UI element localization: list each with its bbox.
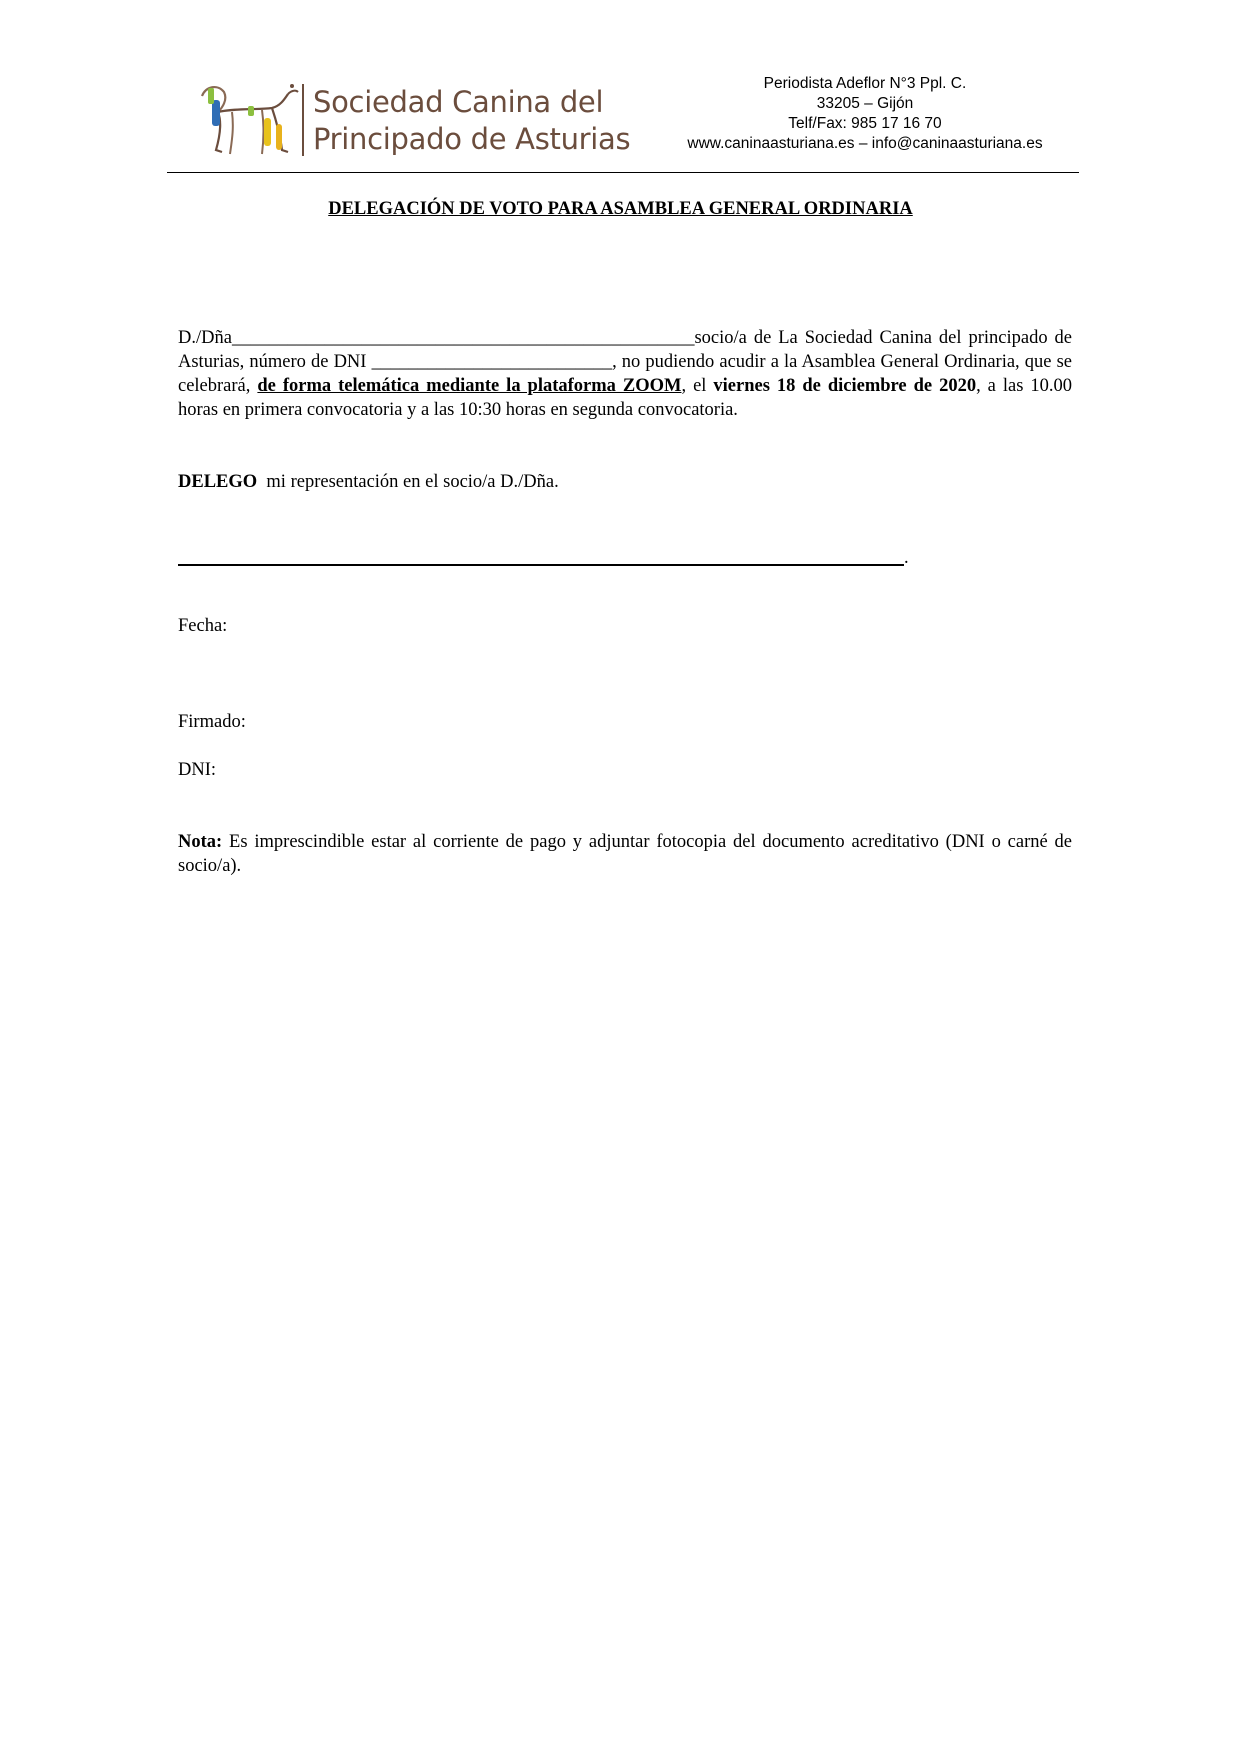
name-blank[interactable]: __________________________________________________ [231,328,695,348]
para-part4: , a las 10.00 horas en primera convocatoria y a las 10:30 horas en segunda convocatoria. [178,376,1073,420]
header-rule [167,172,1079,173]
address-line2: 33205 – Gijón [816,95,914,112]
dni-label: DNI: [178,760,217,780]
web-email-line: www.caninaasturiana.es – info@caninaasturiana.es [687,135,1043,152]
organization-name [313,84,630,158]
letterhead [167,70,1079,170]
nota-label: Nota: [178,832,223,852]
dni-blank[interactable]: __________________________ [371,352,613,372]
dog-logo-icon [192,78,300,160]
para-part1: socio/a de La Sociedad Canina del principado de Asturias, número de DNI [178,328,1072,372]
para-part3: , el [681,376,707,396]
organization-name-line1: Sociedad Canina del [313,85,604,119]
zoom-emphasis: de forma telemática mediante la plataforma ZOOM [257,376,682,396]
representative-blank-dot: . [904,548,909,568]
name-lead: D./Dña [178,328,232,348]
meeting-date: viernes 18 de diciembre de 2020 [713,376,977,396]
logo-divider [302,84,304,156]
fecha-label: Fecha: [178,616,228,636]
nota-paragraph [178,830,1072,878]
address-line1: Periodista Adeflor N°3 Ppl. C. [763,75,967,92]
para-part2: , no pudiendo acudir a la Asamblea General Ordinaria, que se celebrará, [178,352,1073,396]
delego-label: DELEGO [178,472,258,492]
nota-text: Es imprescindible estar al corriente de pago y adjuntar fotocopia del documento acreditativo (DNI o carné de socio/a). [178,832,1073,876]
delego-line [178,470,1072,494]
representative-name-blank[interactable] [178,564,904,566]
delego-text: mi representación en el socio/a D./Dña. [266,472,559,492]
contact-info [645,74,1085,154]
firmado-label: Firmado: [178,712,246,732]
organization-name-line2: Principado de Asturias [313,122,631,156]
delegation-paragraph [178,326,1072,422]
document-title: DELEGACIÓN DE VOTO PARA ASAMBLEA GENERAL ORDINARIA [328,199,913,219]
phone-line: Telf/Fax: 985 17 16 70 [788,115,942,132]
